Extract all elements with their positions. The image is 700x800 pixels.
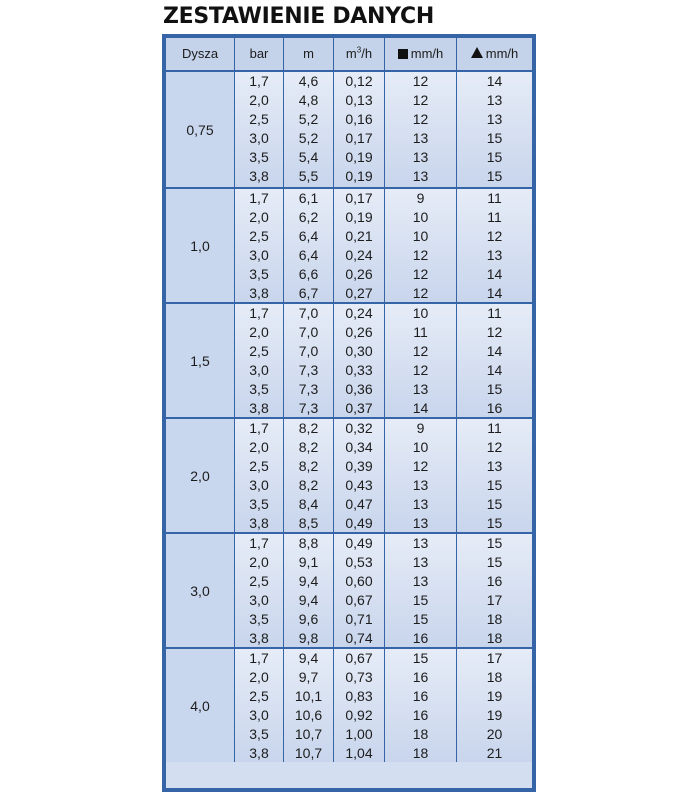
- table-cell: 11: [413, 324, 428, 340]
- table-cell: 0,17: [345, 130, 373, 146]
- table-cell: 3,0: [249, 130, 269, 146]
- table-cell: 14: [486, 285, 503, 301]
- table-cell: 13: [412, 515, 429, 531]
- table-cell: 6,7: [298, 285, 319, 301]
- page-title: ZESTAWIENIE DANYCH: [163, 4, 434, 29]
- table-cell: 18: [412, 745, 429, 761]
- table-column: [333, 534, 384, 647]
- nozzle-group: [166, 417, 532, 532]
- table-cell: 2,0: [249, 439, 269, 455]
- triangle-icon: [471, 47, 483, 58]
- table-cell: 0,19: [345, 168, 373, 184]
- table-column: [234, 189, 283, 302]
- table-cell: 1,00: [345, 726, 373, 742]
- header-triangle-mmh: [456, 38, 532, 70]
- table-cell: 13: [412, 168, 429, 184]
- table-cell: 0,13: [345, 92, 373, 108]
- table-cell: 10: [412, 228, 429, 244]
- table-cell: 12: [412, 111, 429, 127]
- table-cell: 0,37: [345, 400, 373, 416]
- table-cell: 5,2: [298, 130, 319, 146]
- table-column: [456, 304, 532, 417]
- table-cell: 0,26: [345, 324, 373, 340]
- table-cell: 12: [412, 285, 429, 301]
- table-column: [283, 534, 333, 647]
- table-cell: 13: [486, 92, 503, 108]
- table-cell: 9,4: [298, 573, 319, 589]
- table-column: [234, 419, 283, 532]
- table-cell: 6,1: [298, 190, 319, 206]
- table-cell: 1,7: [249, 420, 269, 436]
- table-cell: 2,0: [249, 669, 269, 685]
- table-cell: 0,21: [345, 228, 373, 244]
- table-column: [234, 534, 283, 647]
- table-cell: 17: [486, 650, 503, 666]
- table-column: [456, 189, 532, 302]
- table-cell: 0,67: [345, 650, 373, 666]
- table-cell: 12: [412, 458, 429, 474]
- table-cell: 12: [486, 228, 503, 244]
- nozzle-group: [166, 532, 532, 647]
- header-square-mmh: [384, 38, 456, 70]
- table-cell: 0,12: [345, 73, 373, 89]
- dysza-value: 4,0: [166, 649, 234, 762]
- dysza-value: 2,0: [166, 419, 234, 532]
- table-column: [333, 304, 384, 417]
- header-bar: bar: [234, 38, 283, 70]
- table-cell: 14: [486, 73, 503, 89]
- table-column: [384, 189, 456, 302]
- table-cell: 2,5: [249, 573, 269, 589]
- table-cell: 0,30: [345, 343, 373, 359]
- table-cell: 9,8: [298, 630, 319, 646]
- table-column: [456, 72, 532, 187]
- table-column: [283, 189, 333, 302]
- table-cell: 0,34: [345, 439, 373, 455]
- table-cell: 0,16: [345, 111, 373, 127]
- table-cell: 12: [486, 439, 503, 455]
- table-cell: 16: [412, 688, 429, 704]
- table-cell: 3,8: [249, 285, 269, 301]
- table-cell: 12: [486, 324, 503, 340]
- table-cell: 13: [412, 554, 429, 570]
- table-cell: 15: [486, 535, 503, 551]
- table-cell: 5,4: [298, 149, 319, 165]
- table-cell: 10: [412, 439, 429, 455]
- table-cell: 7,0: [298, 343, 319, 359]
- dysza-value: 1,0: [166, 189, 234, 302]
- table-cell: 3,5: [249, 381, 269, 397]
- table-column: [283, 72, 333, 187]
- table-cell: 10,6: [294, 707, 323, 723]
- table-cell: 2,5: [249, 458, 269, 474]
- table-cell: 3,5: [249, 266, 269, 282]
- table-cell: 0,49: [345, 535, 373, 551]
- table-cell: 14: [486, 362, 503, 378]
- table-cell: 1,7: [249, 650, 269, 666]
- table-cell: 1,7: [249, 190, 269, 206]
- header-m3h-sup: 3: [356, 45, 362, 55]
- table-column: [456, 419, 532, 532]
- table-cell: 6,4: [298, 247, 319, 263]
- table-cell: 12: [412, 362, 429, 378]
- table-cell: 0,49: [345, 515, 373, 531]
- table-cell: 3,5: [249, 611, 269, 627]
- table-cell: 3,5: [249, 726, 269, 742]
- nozzle-group: [166, 187, 532, 302]
- table-cell: 7,3: [298, 381, 319, 397]
- table-cell: 6,4: [298, 228, 319, 244]
- table-cell: 11: [487, 209, 502, 225]
- table-cell: 3,8: [249, 515, 269, 531]
- table-column: [283, 649, 333, 762]
- table-cell: 10,7: [294, 726, 323, 742]
- table-cell: 11: [487, 305, 502, 321]
- dysza-value: 3,0: [166, 534, 234, 647]
- table-column: [384, 649, 456, 762]
- table-cell: 3,8: [249, 745, 269, 761]
- table-cell: 18: [486, 630, 503, 646]
- table-cell: 2,0: [249, 554, 269, 570]
- table-cell: 7,0: [298, 305, 319, 321]
- table-column: [456, 649, 532, 762]
- table-cell: 2,5: [249, 343, 269, 359]
- table-cell: 0,67: [345, 592, 373, 608]
- table-cell: 6,2: [298, 209, 319, 225]
- nozzle-group: [166, 72, 532, 187]
- table-cell: 13: [412, 573, 429, 589]
- table-cell: 8,4: [298, 496, 319, 512]
- table-cell: 15: [486, 168, 503, 184]
- table-cell: 20: [486, 726, 503, 742]
- table-cell: 3,5: [249, 496, 269, 512]
- table-cell: 10,1: [294, 688, 323, 704]
- table-cell: 9,4: [298, 650, 319, 666]
- table-cell: 13: [412, 535, 429, 551]
- table-cell: 14: [412, 400, 429, 416]
- table-cell: 0,17: [345, 190, 373, 206]
- table-cell: 14: [486, 266, 503, 282]
- table-cell: 0,27: [345, 285, 373, 301]
- table-cell: 15: [412, 592, 429, 608]
- table-cell: 18: [486, 611, 503, 627]
- data-table: [162, 34, 536, 792]
- table-cell: 13: [412, 496, 429, 512]
- table-cell: 0,53: [345, 554, 373, 570]
- header-m: m: [283, 38, 333, 70]
- table-cell: 10: [412, 209, 429, 225]
- table-cell: 16: [486, 400, 503, 416]
- table-column: [333, 189, 384, 302]
- table-column: [234, 72, 283, 187]
- table-cell: 0,43: [345, 477, 373, 493]
- table-cell: 4,6: [298, 73, 319, 89]
- table-column: [234, 649, 283, 762]
- table-cell: 13: [486, 458, 503, 474]
- table-cell: 9,4: [298, 592, 319, 608]
- table-column: [333, 72, 384, 187]
- table-cell: 3,0: [249, 477, 269, 493]
- table-cell: 13: [412, 381, 429, 397]
- table-cell: 0,92: [345, 707, 373, 723]
- table-cell: 0,73: [345, 669, 373, 685]
- table-cell: 16: [412, 630, 429, 646]
- table-cell: 15: [412, 650, 429, 666]
- table-cell: 1,7: [249, 535, 269, 551]
- table-cell: 2,0: [249, 209, 269, 225]
- table-cell: 0,24: [345, 247, 373, 263]
- header-triangle-mmh-label: mm/h: [485, 46, 519, 61]
- table-cell: 12: [412, 266, 429, 282]
- dysza-value: 1,5: [166, 304, 234, 417]
- table-cell: 7,3: [298, 400, 319, 416]
- table-cell: 3,8: [249, 168, 269, 184]
- table-cell: 13: [412, 130, 429, 146]
- table-cell: 0,60: [345, 573, 373, 589]
- table-cell: 0,26: [345, 266, 373, 282]
- table-cell: 9: [416, 190, 425, 206]
- table-cell: 0,36: [345, 381, 373, 397]
- table-cell: 4,8: [298, 92, 319, 108]
- table-cell: 13: [412, 149, 429, 165]
- table-cell: 8,8: [298, 535, 319, 551]
- table-cell: 15: [486, 496, 503, 512]
- table-cell: 10,7: [294, 745, 323, 761]
- table-cell: 15: [486, 149, 503, 165]
- table-cell: 3,8: [249, 400, 269, 416]
- table-cell: 3,5: [249, 149, 269, 165]
- table-column: [384, 419, 456, 532]
- table-cell: 12: [412, 247, 429, 263]
- table-cell: 17: [486, 592, 503, 608]
- table-cell: 0,47: [345, 496, 373, 512]
- header-dysza: Dysza: [181, 46, 219, 61]
- table-cell: 3,0: [249, 362, 269, 378]
- table-cell: 2,0: [249, 324, 269, 340]
- table-cell: 0,19: [345, 209, 373, 225]
- table-cell: 15: [486, 381, 503, 397]
- table-column: [456, 534, 532, 647]
- square-icon: [398, 49, 408, 59]
- table-cell: 2,5: [249, 688, 269, 704]
- table-column: [384, 304, 456, 417]
- header-m3h-base: m: [345, 46, 357, 61]
- table-cell: 2,5: [249, 228, 269, 244]
- table-cell: 18: [486, 669, 503, 685]
- table-cell: 19: [486, 707, 503, 723]
- table-column: [384, 534, 456, 647]
- header-m3h-tail: /h: [361, 46, 373, 61]
- table-cell: 8,5: [298, 515, 319, 531]
- table-cell: 12: [412, 343, 429, 359]
- table-cell: 0,32: [345, 420, 373, 436]
- table-cell: 3,8: [249, 630, 269, 646]
- table-cell: 1,04: [345, 745, 373, 761]
- table-column: [384, 72, 456, 187]
- table-cell: 9,7: [298, 669, 319, 685]
- table-cell: 0,83: [345, 688, 373, 704]
- table-cell: 6,6: [298, 266, 319, 282]
- table-cell: 11: [487, 190, 502, 206]
- table-cell: 15: [486, 515, 503, 531]
- nozzle-group: [166, 302, 532, 417]
- table-cell: 9: [416, 420, 425, 436]
- table-cell: 13: [486, 247, 503, 263]
- table-cell: 9,6: [298, 611, 319, 627]
- table-cell: 3,0: [249, 247, 269, 263]
- table-cell: 3,0: [249, 592, 269, 608]
- table-cell: 12: [412, 73, 429, 89]
- table-cell: 2,0: [249, 92, 269, 108]
- table-cell: 15: [486, 554, 503, 570]
- table-cell: 0,19: [345, 149, 373, 165]
- table-cell: 15: [486, 477, 503, 493]
- table-cell: 3,0: [249, 707, 269, 723]
- dysza-value: 0,75: [166, 72, 234, 187]
- table-cell: 0,71: [345, 611, 373, 627]
- table-cell: 14: [486, 343, 503, 359]
- table-cell: 1,7: [249, 305, 269, 321]
- table-cell: 2,5: [249, 111, 269, 127]
- table-column: [234, 304, 283, 417]
- table-column: [283, 419, 333, 532]
- table-cell: 5,2: [298, 111, 319, 127]
- table-cell: 9,1: [298, 554, 319, 570]
- table-cell: 21: [486, 745, 503, 761]
- table-header: [166, 38, 532, 72]
- table-cell: 0,33: [345, 362, 373, 378]
- table-cell: 8,2: [298, 420, 319, 436]
- table-cell: 5,5: [298, 168, 319, 184]
- table-cell: 0,39: [345, 458, 373, 474]
- table-cell: 15: [486, 130, 503, 146]
- table-cell: 19: [486, 688, 503, 704]
- table-cell: 1,7: [249, 73, 269, 89]
- table-cell: 8,2: [298, 439, 319, 455]
- table-cell: 0,74: [345, 630, 373, 646]
- nozzle-group: [166, 647, 532, 762]
- header-square-mmh-label: mm/h: [410, 46, 444, 61]
- table-cell: 8,2: [298, 458, 319, 474]
- table-cell: 7,3: [298, 362, 319, 378]
- table-cell: 18: [412, 726, 429, 742]
- table-cell: 15: [412, 611, 429, 627]
- table-cell: 16: [486, 573, 503, 589]
- table-cell: 11: [487, 420, 502, 436]
- table-column: [283, 304, 333, 417]
- table-cell: 13: [486, 111, 503, 127]
- header-m3h: [333, 38, 384, 70]
- table-cell: 10: [412, 305, 429, 321]
- table-cell: 13: [412, 477, 429, 493]
- table-cell: 8,2: [298, 477, 319, 493]
- table-cell: 7,0: [298, 324, 319, 340]
- table-cell: 12: [412, 92, 429, 108]
- table-cell: 16: [412, 669, 429, 685]
- table-column: [333, 419, 384, 532]
- table-cell: 0,24: [345, 305, 373, 321]
- table-column: [333, 649, 384, 762]
- table-cell: 16: [412, 707, 429, 723]
